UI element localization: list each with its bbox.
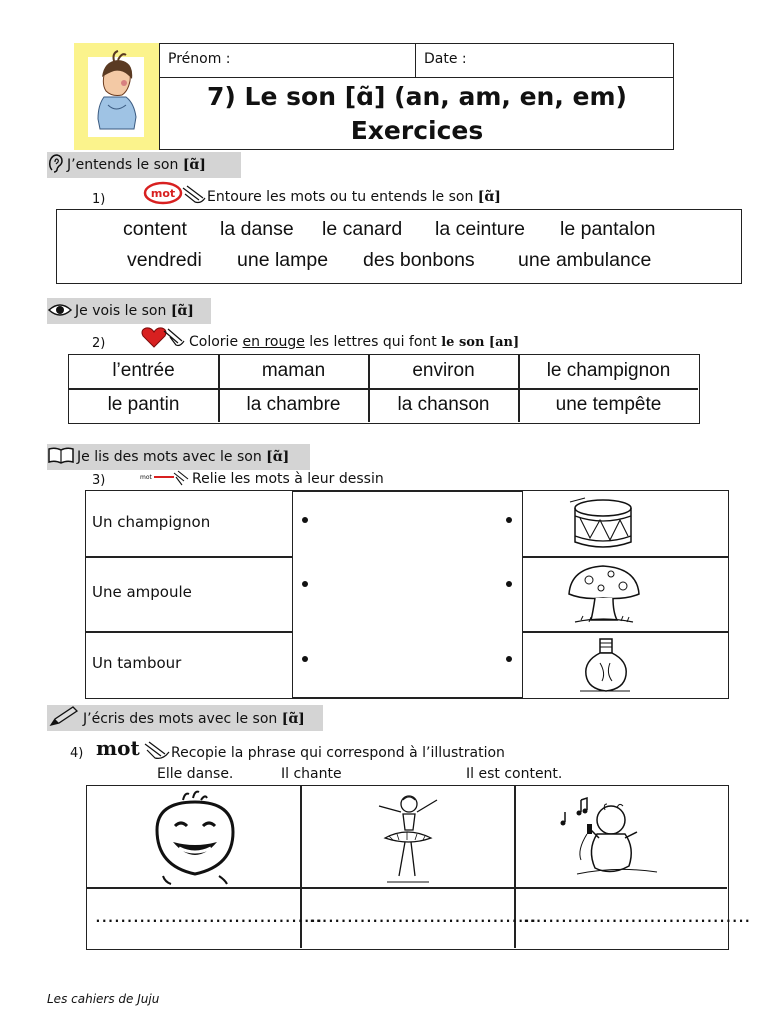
exercise-1-number: 1) <box>92 192 106 207</box>
link-pencil-icon <box>140 469 190 491</box>
exercise-1-instruction-text: Entoure les mots ou tu entends le son <box>207 189 478 205</box>
exercise-2-number: 2) <box>92 336 106 351</box>
mot-stamp-icon <box>143 180 209 210</box>
left-dot[interactable] <box>302 581 308 587</box>
table-cell[interactable]: le pantin <box>107 394 180 415</box>
word-item[interactable]: une ambulance <box>518 249 652 271</box>
exercise-2-instruction <box>189 334 519 350</box>
answer-line[interactable]: .................................... <box>94 911 322 926</box>
match-word[interactable]: Un tambour <box>92 654 182 672</box>
stamp-text: mot <box>96 736 140 760</box>
singing-bear-drawing <box>547 790 677 882</box>
answer-line[interactable]: .................................... <box>308 911 536 926</box>
date-label: Date : <box>424 51 467 67</box>
title-line-1: 7) Le son [ɑ̃] (an, am, en, em) <box>207 82 627 111</box>
section-4-heading <box>47 705 323 731</box>
left-dot[interactable] <box>302 656 308 662</box>
illustration-table <box>86 785 750 950</box>
exercise-2-instr-bold: le son [an] <box>441 335 520 350</box>
word-item[interactable]: une lampe <box>237 249 329 271</box>
sound-table <box>68 354 700 424</box>
word-item[interactable]: content <box>123 218 187 240</box>
table-cell[interactable]: environ <box>412 360 475 381</box>
section-1-heading-text: J’entends le son <box>67 157 183 173</box>
exercise-1-sound: [ɑ̃] <box>477 189 501 205</box>
matching-table <box>85 490 729 699</box>
page-title <box>160 80 674 148</box>
word-item[interactable]: le canard <box>322 218 403 240</box>
pencil-icon <box>47 705 83 736</box>
phrase-option: Il est content. <box>466 766 563 782</box>
stamp-text: mot <box>150 187 176 200</box>
exercise-2-instr-after: les lettres qui font <box>304 334 442 350</box>
word-item[interactable]: des bonbons <box>363 249 475 271</box>
svg-text:mot: mot <box>140 474 152 481</box>
word-item[interactable]: la danse <box>220 218 294 240</box>
eye-icon <box>47 301 75 327</box>
word-box <box>56 209 742 284</box>
table-cell[interactable]: l’entrée <box>112 360 175 381</box>
table-cell[interactable]: le champignon <box>546 360 671 381</box>
phrase-option: Il chante <box>281 766 342 782</box>
exercise-3-number: 3) <box>92 473 106 488</box>
lightbulb-drawing[interactable] <box>570 633 640 695</box>
drum-drawing[interactable] <box>530 494 676 554</box>
answer-line[interactable]: .................................... <box>522 911 750 926</box>
section-1-heading <box>47 152 241 178</box>
mushroom-drawing[interactable] <box>555 560 655 626</box>
section-3-heading <box>47 444 310 470</box>
section-4-heading-text: J’écris des mots avec le son <box>83 711 282 727</box>
section-2-heading-text: Je vois le son <box>75 303 171 319</box>
table-cell[interactable]: maman <box>261 360 326 381</box>
exercise-4-instruction: Recopie la phrase qui correspond à l’illustration <box>171 745 505 761</box>
right-dot[interactable] <box>506 517 512 523</box>
title-line-2: Exercices <box>350 116 484 145</box>
section-4-sound: [ɑ̃] <box>281 711 305 727</box>
footer-credit: Les cahiers de Juju <box>47 992 160 1006</box>
mot-writing-icon <box>95 736 175 766</box>
prenom-field[interactable] <box>160 43 416 78</box>
left-dot[interactable] <box>302 517 308 523</box>
exercise-2-instr-underlined: en rouge <box>242 334 305 350</box>
date-field[interactable] <box>416 43 674 78</box>
table-cell[interactable]: une tempête <box>555 394 662 415</box>
section-1-sound: [ɑ̃] <box>182 157 206 173</box>
exercise-4-number: 4) <box>70 746 84 761</box>
match-word[interactable]: Une ampoule <box>92 583 192 601</box>
word-item[interactable]: vendredi <box>127 249 202 271</box>
section-3-heading-text: Je lis des mots avec le son <box>77 449 267 465</box>
smiling-face-drawing <box>135 790 255 886</box>
section-3-sound: [ɑ̃] <box>266 449 290 465</box>
prenom-label: Prénom : <box>168 51 231 67</box>
section-2-sound: [ɑ̃] <box>170 303 194 319</box>
heart-pencil-icon <box>140 325 186 353</box>
exercise-2-instr-before: Colorie <box>189 334 243 350</box>
exercise-3-instruction: Relie les mots à leur dessin <box>192 471 384 487</box>
right-dot[interactable] <box>506 581 512 587</box>
open-book-icon <box>47 446 77 473</box>
ear-icon <box>47 153 67 182</box>
word-item[interactable]: la ceinture <box>435 218 525 240</box>
girl-illustration <box>74 43 160 150</box>
table-cell[interactable]: la chanson <box>397 394 490 415</box>
word-item[interactable]: le pantalon <box>560 218 656 240</box>
section-2-heading <box>47 298 211 324</box>
match-word[interactable]: Un champignon <box>92 513 211 531</box>
table-cell[interactable]: la chambre <box>246 394 341 415</box>
ballerina-drawing <box>367 790 447 886</box>
phrase-option: Elle danse. <box>157 766 234 782</box>
exercise-1-instruction <box>207 189 501 205</box>
right-dot[interactable] <box>506 656 512 662</box>
